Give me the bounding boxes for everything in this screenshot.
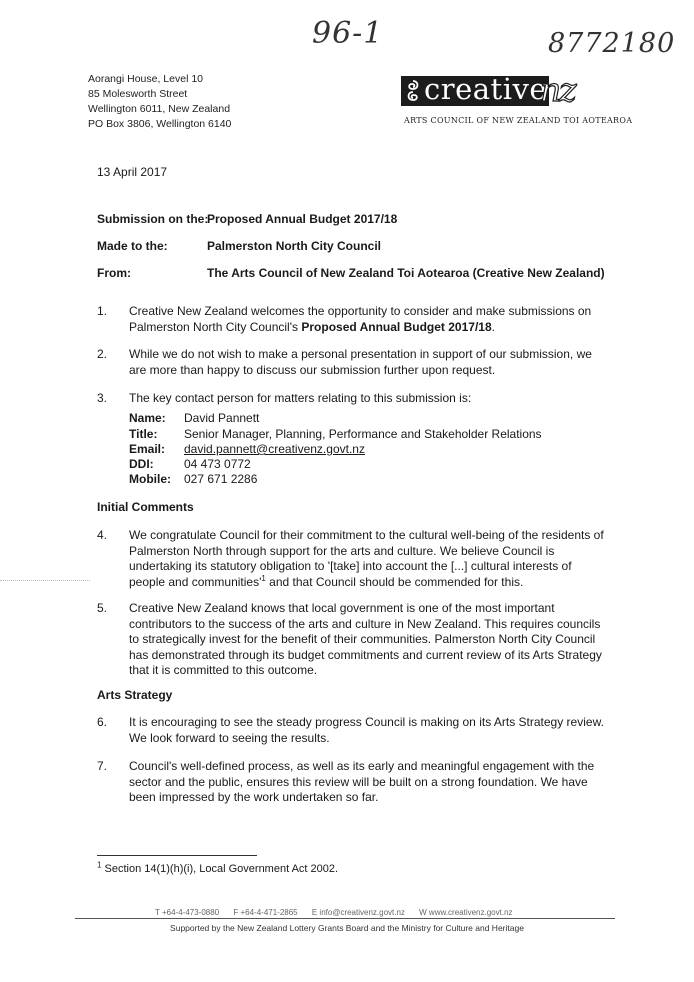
- paragraph-number: 7.: [97, 759, 108, 773]
- footnote-rule: [97, 855, 257, 856]
- paragraph-number: 5.: [97, 601, 108, 615]
- paragraph-4-end: and that Council should be commended for this.: [265, 574, 524, 589]
- paragraph-7: Council's well-defined process, as well as its early and meaningful engagement with the sector and the public, ensures this review will be built on a strong foundation. We have been impressed by the work undertaken so far.: [129, 759, 595, 804]
- paragraph-5: Creative New Zealand knows that local government is one of the most important contributors to the success of the arts and culture in New Zealand. This requires councils to strategically invest for the benefit of their communities. Palmerston North City Council has demonstrated through its budget commitments and current review of its Arts Strategy that it is committed to this outcome.: [129, 601, 602, 677]
- made-to-value: Palmerston North City Council: [207, 239, 382, 253]
- footnote-text: Section 14(1)(h)(i), Local Government Act 2002.: [101, 863, 339, 875]
- letter-date: 13 April 2017: [97, 165, 168, 179]
- footnote-number: 1: [97, 860, 102, 870]
- footnote: [97, 860, 339, 875]
- contact-label: Mobile:: [129, 472, 171, 486]
- contact-ddi: 04 473 0772: [184, 457, 251, 471]
- koru-icon: [404, 78, 422, 104]
- paragraph-1: [129, 304, 609, 335]
- logo-wordmark: creative: [424, 72, 548, 106]
- paragraph-1-end: .: [491, 319, 495, 334]
- paragraph-number: 3.: [97, 391, 108, 405]
- paragraph-6: It is encouraging to see the steady progress Council is making on its Arts Strategy review. We look forward to seeing the results.: [129, 715, 604, 745]
- contact-label: Title:: [129, 427, 158, 441]
- paragraph-4-text: We congratulate Council for their commitment to the cultural well-being of the residents of Palmerston North through support for the arts and culture. We believe Council is undertaking its statutory obligation to '[take] into account the [...] cultural interests of people and communities': [129, 528, 604, 589]
- handwritten-note-right: 8772180: [548, 28, 676, 59]
- submission-value: Proposed Annual Budget 2017/18: [207, 212, 398, 226]
- paragraph-number: 6.: [97, 715, 108, 729]
- sender-address: [88, 72, 231, 132]
- logo-tagline: ARTS COUNCIL OF NEW ZEALAND TOI AOTEAROA: [404, 116, 633, 125]
- footer-email[interactable]: E info@creativenz.govt.nz: [311, 908, 405, 917]
- address-line: 85 Molesworth Street: [88, 88, 188, 100]
- paragraph-2: While we do not wish to make a personal presentation in support of our submission, we are more than happy to discuss our submission further upon request.: [129, 347, 592, 377]
- paragraph-4: [129, 528, 609, 590]
- from-value: The Arts Council of New Zealand Toi Aotearoa (Creative New Zealand): [207, 266, 605, 280]
- scan-artifact-line: [0, 580, 90, 581]
- paragraph-number: 1.: [97, 304, 108, 318]
- contact-mobile: 027 671 2286: [184, 472, 258, 486]
- address-line: PO Box 3806, Wellington 6140: [88, 118, 232, 130]
- contact-label: DDI:: [129, 457, 154, 471]
- footer-divider: [75, 918, 615, 919]
- footer-contact: [155, 908, 525, 917]
- footer-phone: T +64-4-473-0880: [155, 908, 220, 917]
- paragraph-number: 2.: [97, 347, 108, 361]
- paragraph-1-text: Creative New Zealand welcomes the opportunity to consider and make submissions on Palmerston North City Council's: [129, 304, 592, 334]
- handwritten-note-left: 96-1: [312, 16, 384, 51]
- contact-label: Name:: [129, 411, 166, 425]
- paragraph-number: 4.: [97, 528, 108, 542]
- contact-title: Senior Manager, Planning, Performance and Stakeholder Relations: [184, 427, 542, 441]
- footer-website[interactable]: W www.creativenz.govt.nz: [419, 908, 513, 917]
- submission-label: Submission on the:: [97, 212, 209, 226]
- contact-email-link[interactable]: david.pannett@creativenz.govt.nz: [184, 442, 365, 456]
- paragraph-3: The key contact person for matters relating to this submission is:: [129, 391, 472, 405]
- contact-label: Email:: [129, 442, 166, 456]
- made-to-label: Made to the:: [97, 239, 168, 253]
- from-label: From:: [97, 266, 131, 280]
- section-heading-arts-strategy: Arts Strategy: [97, 688, 173, 702]
- address-line: Aorangi House, Level 10: [88, 73, 203, 85]
- paragraph-1-bold: Proposed Annual Budget 2017/18: [301, 319, 492, 334]
- logo-nz: nz: [540, 70, 575, 109]
- footer-support: Supported by the New Zealand Lottery Grants Board and the Ministry for Culture and Heritage: [170, 923, 524, 933]
- contact-name: David Pannett: [184, 411, 260, 425]
- address-line: Wellington 6011, New Zealand: [88, 103, 231, 115]
- section-heading-initial-comments: Initial Comments: [97, 500, 194, 514]
- footer-fax: F +64-4-471-2865: [233, 908, 298, 917]
- footnote-ref: 1: [261, 573, 266, 583]
